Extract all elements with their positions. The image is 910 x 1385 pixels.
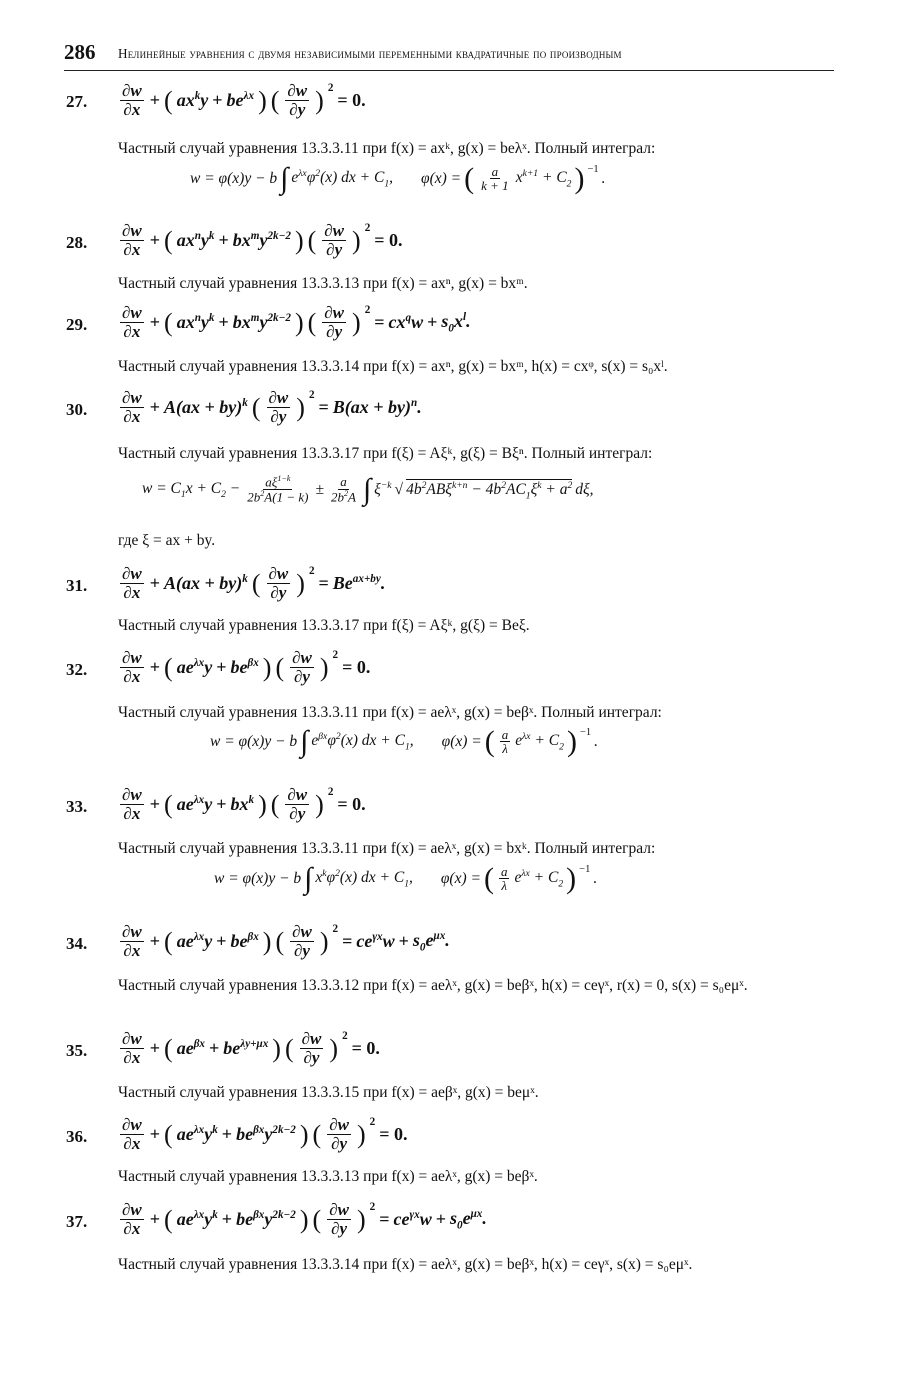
- entry-text: Частный случай уравнения 13.3.3.15 при f(x) = aeβˣ, g(x) = beμˣ.: [118, 1084, 539, 1101]
- equation: $\frac{\partial w}{\partial x}$ + ( $ae^{\lambda x}y$ + $be^{\beta x}$ ) ( $\frac{\partial w}{\partial y}$ ) $^2$ = $ce^{\gamma x}w$ + $s_0e^{\mu x}$.: [122, 922, 450, 960]
- entry-number: 31.: [66, 576, 88, 595]
- equation: $\frac{\partial w}{\partial x}$ + ( $ax^ny^k$ + $bx^my^{2k-2}$ ) ( $\frac{\partial w}{\partial y}$ ) $^2$ = 0.: [122, 221, 403, 259]
- entry-text: Частный случай уравнения 13.3.3.13 при f(x) = axⁿ, g(x) = bxᵐ.: [118, 275, 528, 292]
- entry-number: 30.: [66, 400, 88, 419]
- header-title: Нелинейные уравнения с двумя независимыми переменными квадратичные по производным: [118, 46, 622, 61]
- equation: $\frac{\partial w}{\partial x}$ + ( $ae^{\beta x}$ + $be^{\lambda y+\mu x}$ ) ( $\frac{\partial w}{\partial y}$ ) $^2$ = 0.: [122, 1029, 380, 1067]
- entry-text: Частный случай уравнения 13.3.3.14 при f(x) = axⁿ, g(x) = bxᵐ, h(x) = cxᵠ, s(x) = s₀xˡ.: [118, 358, 668, 375]
- entry-text: Частный случай уравнения 13.3.3.11 при f(x) = axᵏ, g(x) = beλˣ. Полный интеграл:: [118, 140, 656, 157]
- equation: $\frac{\partial w}{\partial x}$ + ( $ae^{\lambda x}y$ + $bx^k$ ) ( $\frac{\partial w}{\partial y}$ ) $^2$ = 0.: [122, 785, 366, 823]
- equation: $\frac{\partial w}{\partial x}$ + A(ax + by)$^k$ ( $\frac{\partial w}{\partial y}$ ) $^2$ = $Be^{ax+by}$.: [122, 564, 386, 602]
- entry-number: 28.: [66, 233, 88, 252]
- entry-text: Частный случай уравнения 13.3.3.14 при f(x) = aeλˣ, g(x) = beβˣ, h(x) = ceγˣ, s(x) = s₀eμˣ.: [118, 1256, 693, 1273]
- entry-number: 32.: [66, 660, 88, 679]
- complete-integral-formula: w = φ(x)y − b ∫ $x^k\varphi^2(x)$ dx + $C_1$, φ(x) = ( $\frac{a}{\lambda}$ $e^{\lambda x} + C_2$ ) −1 .: [214, 862, 598, 895]
- complete-integral-formula: $w = C_1x + C_2$ − $\frac{a\xi^{1-k}}{2b^2A(1 - k)}$ ± $\frac{a}{2b^2A}$ ∫ $\xi^{-k}$ √ $4b^2AB\xi^{k+n} - 4b^2AC_1\xi^k + a^2$ dξ,: [142, 473, 594, 506]
- page-number: 286: [64, 40, 96, 64]
- equation: $\frac{\partial w}{\partial x}$ + A(ax + by)$^k$ ( $\frac{\partial w}{\partial y}$ ) $^2$ = B(ax + by)$^n$.: [122, 388, 422, 426]
- equation: $\frac{\partial w}{\partial x}$ + ( $ae^{\lambda x}y^k$ + $be^{\beta x}y^{2k-2}$ ) ( $\frac{\partial w}{\partial y}$ ) $^2$ = 0.: [122, 1115, 408, 1153]
- entry-number: 29.: [66, 315, 88, 334]
- running-header: [64, 40, 834, 71]
- equation: $\frac{\partial w}{\partial x}$ + ( $ae^{\lambda x}y$ + $be^{\beta x}$ ) ( $\frac{\partial w}{\partial y}$ ) $^2$ = 0.: [122, 648, 371, 686]
- entry-number: 27.: [66, 92, 88, 111]
- entry-text: Частный случай уравнения 13.3.3.12 при f(x) = aeλˣ, g(x) = beβˣ, h(x) = ceγˣ, r(x) = 0, s(x) = s₀eμˣ.: [118, 977, 748, 994]
- entry-number: 36.: [66, 1127, 88, 1146]
- entry-text: Частный случай уравнения 13.3.3.11 при f(x) = aeλˣ, g(x) = bxᵏ. Полный интеграл:: [118, 840, 656, 857]
- entry-text-note: где ξ = ax + by.: [118, 532, 216, 549]
- equation: $\frac{\partial w}{\partial x}$ + ( $ax^ky$ + $be^{\lambda x}$ ) ( $\frac{\partial w}{\partial y}$ ) $^2$ = 0.: [122, 81, 366, 119]
- entry-number: 33.: [66, 797, 88, 816]
- entry-text: Частный случай уравнения 13.3.3.13 при f(x) = aeλˣ, g(x) = beβˣ.: [118, 1168, 538, 1185]
- equation: $\frac{\partial w}{\partial x}$ + ( $ae^{\lambda x}y^k$ + $be^{\beta x}y^{2k-2}$ ) ( $\frac{\partial w}{\partial y}$ ) $^2$ = $ce^{\gamma x}w$ + $s_0e^{\mu x}$.: [122, 1200, 487, 1238]
- equation: $\frac{\partial w}{\partial x}$ + ( $ax^ny^k$ + $bx^my^{2k-2}$ ) ( $\frac{\partial w}{\partial y}$ ) $^2$ = $cx^qw$ + $s_0x^l$.: [122, 303, 471, 341]
- entry-text: Частный случай уравнения 13.3.3.17 при f(ξ) = Aξᵏ, g(ξ) = Bξⁿ. Полный интеграл:: [118, 445, 653, 462]
- entry-number: 35.: [66, 1041, 88, 1060]
- entry-number: 34.: [66, 934, 88, 953]
- complete-integral-formula: w = φ(x)y − b ∫ $e^{\beta x}\varphi^2(x)$ dx + $C_1$, φ(x) = ( $\frac{a}{\lambda}$ $e^{\lambda x} + C_2$ ) −1 .: [210, 725, 598, 758]
- entry-number: 37.: [66, 1212, 88, 1231]
- complete-integral-formula: w = φ(x)y − b ∫ $e^{\lambda x}\varphi^2(x)$ dx + $C_1$, φ(x) = ( $\frac{a}{k + 1}$ $x^{k+1} + C_2$ ) −1 .: [190, 162, 606, 195]
- entry-text: Частный случай уравнения 13.3.3.11 при f(x) = aeλˣ, g(x) = beβˣ. Полный интеграл:: [118, 704, 662, 721]
- entry-text: Частный случай уравнения 13.3.3.17 при f(ξ) = Aξᵏ, g(ξ) = Beξ.: [118, 617, 530, 634]
